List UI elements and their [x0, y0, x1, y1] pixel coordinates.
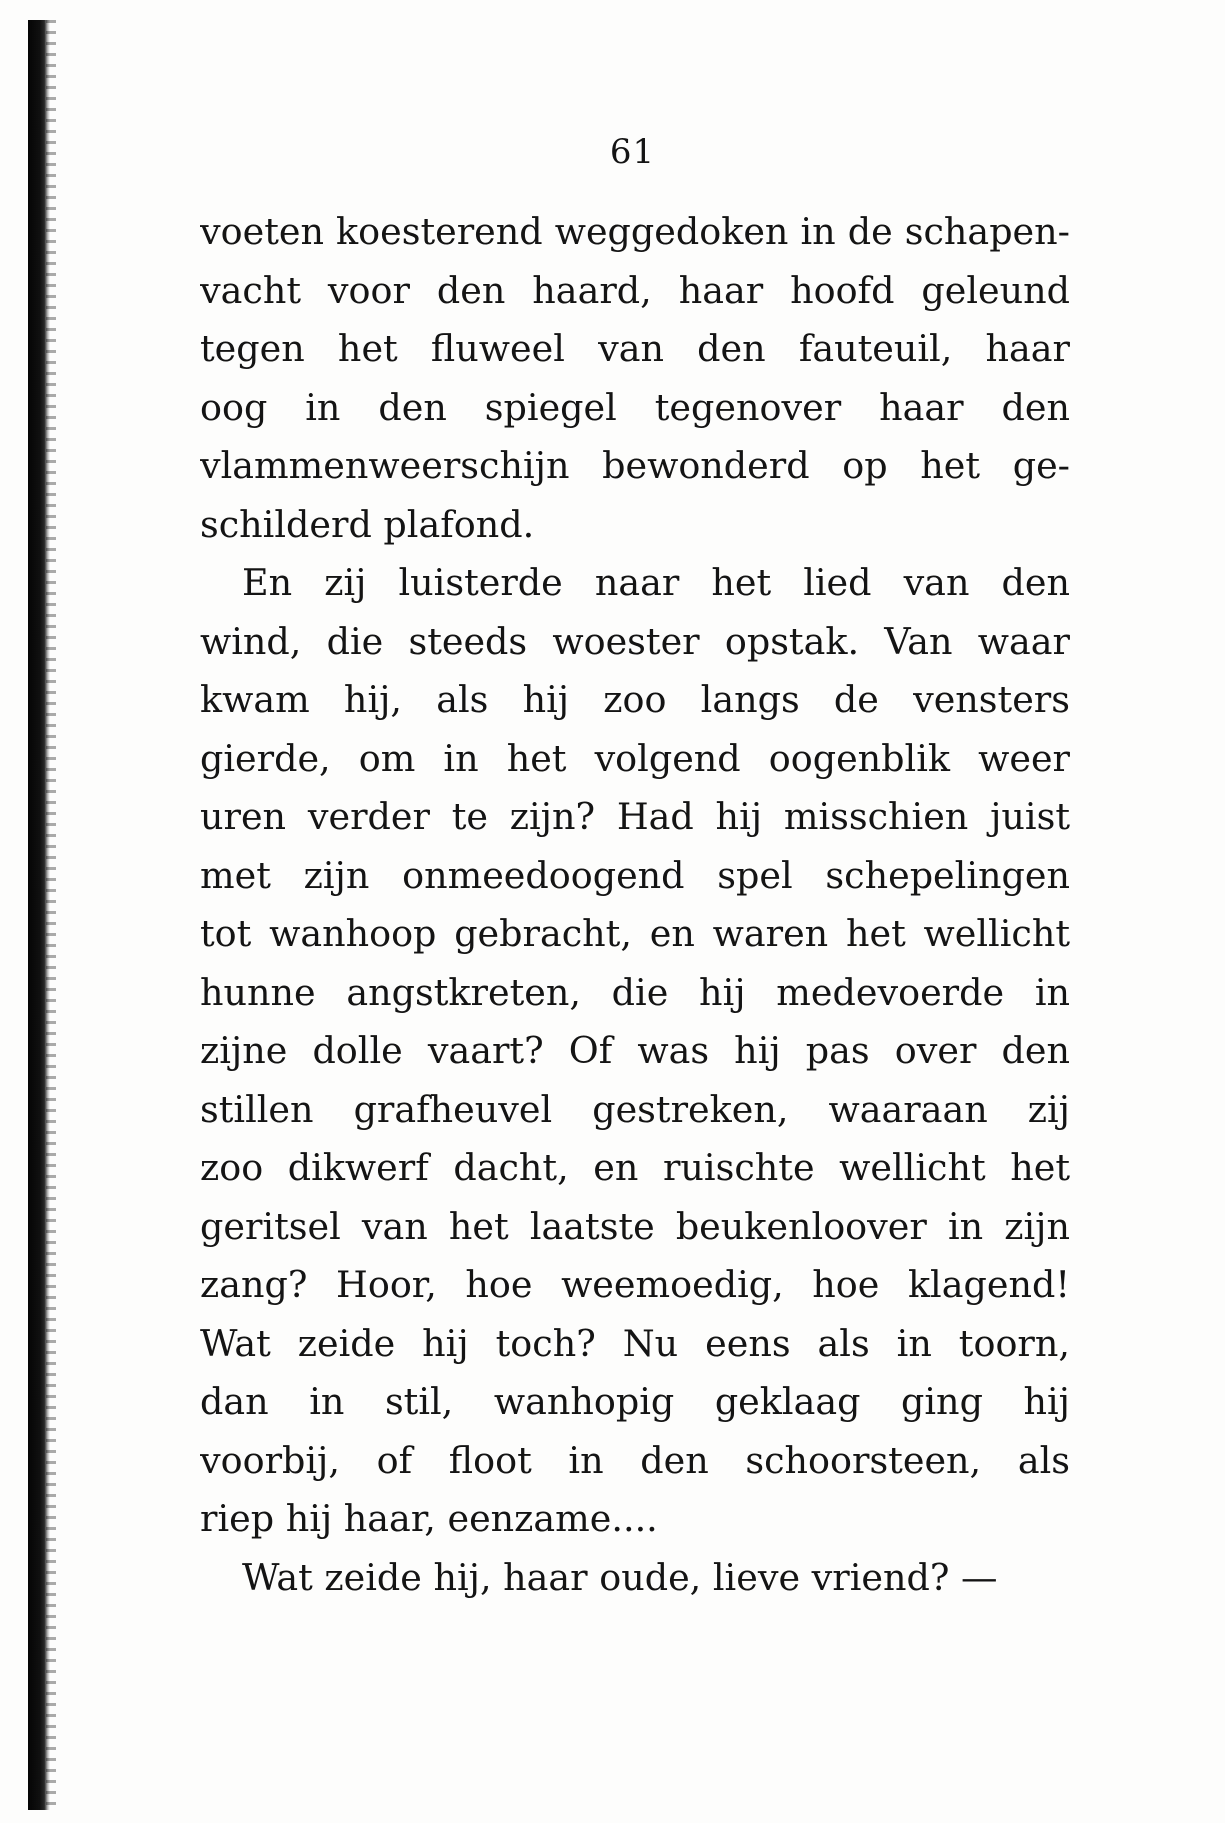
binding-shadow [46, 20, 56, 1810]
text-line: kwam hij, als hij zoo langs de vensters [200, 678, 1070, 721]
text-line: voeten koesterend weggedoken in de schapen- [200, 210, 1070, 253]
page-number: 61 [609, 132, 656, 172]
text-line: vacht voor den haard, haar hoofd geleund [200, 268, 1070, 312]
text-line: tegen het fluweel van den fauteuil, haar [200, 327, 1070, 370]
text-line: stillen grafheuvel gestreken, waaraan zij [200, 1087, 1070, 1131]
text-line: vlammenweerschijn bewonderd op het ge- [200, 444, 1070, 487]
text-line: zang? Hoor, hoe weemoedig, hoe klagend! [200, 1263, 1070, 1306]
text-line: zijne dolle vaart? Of was hij pas over den [200, 1029, 1070, 1072]
text-line: riep hij haar, eenzame.... [200, 1497, 658, 1540]
text-line: zoo dikwerf dacht, en ruischte wellicht het [200, 1146, 1070, 1189]
text-line: Wat zeide hij, haar oude, lieve vriend? — [242, 1555, 998, 1599]
text-line: Wat zeide hij toch? Nu eens als in toorn, [200, 1321, 1070, 1365]
text-line: dan in stil, wanhopig geklaag ging hij [200, 1380, 1070, 1423]
text-line: geritsel van het laatste beukenloover in zijn [200, 1204, 1070, 1248]
text-line: En zij luisterde naar het lied van den [242, 561, 1070, 604]
text-line: schilderd plafond. [200, 502, 535, 546]
text-line: hunne angstkreten, die hij medevoerde in [200, 970, 1070, 1014]
text-line: voorbij, of floot in den schoorsteen, als [200, 1438, 1070, 1482]
text-line: uren verder te zijn? Had hij misschien juist [200, 795, 1070, 838]
text-line: gierde, om in het volgend oogenblik weer [200, 736, 1070, 780]
text-line: tot wanhoop gebracht, en waren het wellicht [200, 912, 1070, 955]
text-line: wind, die steeds woester opstak. Van waar [200, 619, 1070, 663]
text-line: oog in den spiegel tegenover haar den [200, 385, 1070, 429]
body-text [200, 203, 1070, 1607]
text-line: met zijn onmeedoogend spel schepelingen [200, 853, 1070, 897]
